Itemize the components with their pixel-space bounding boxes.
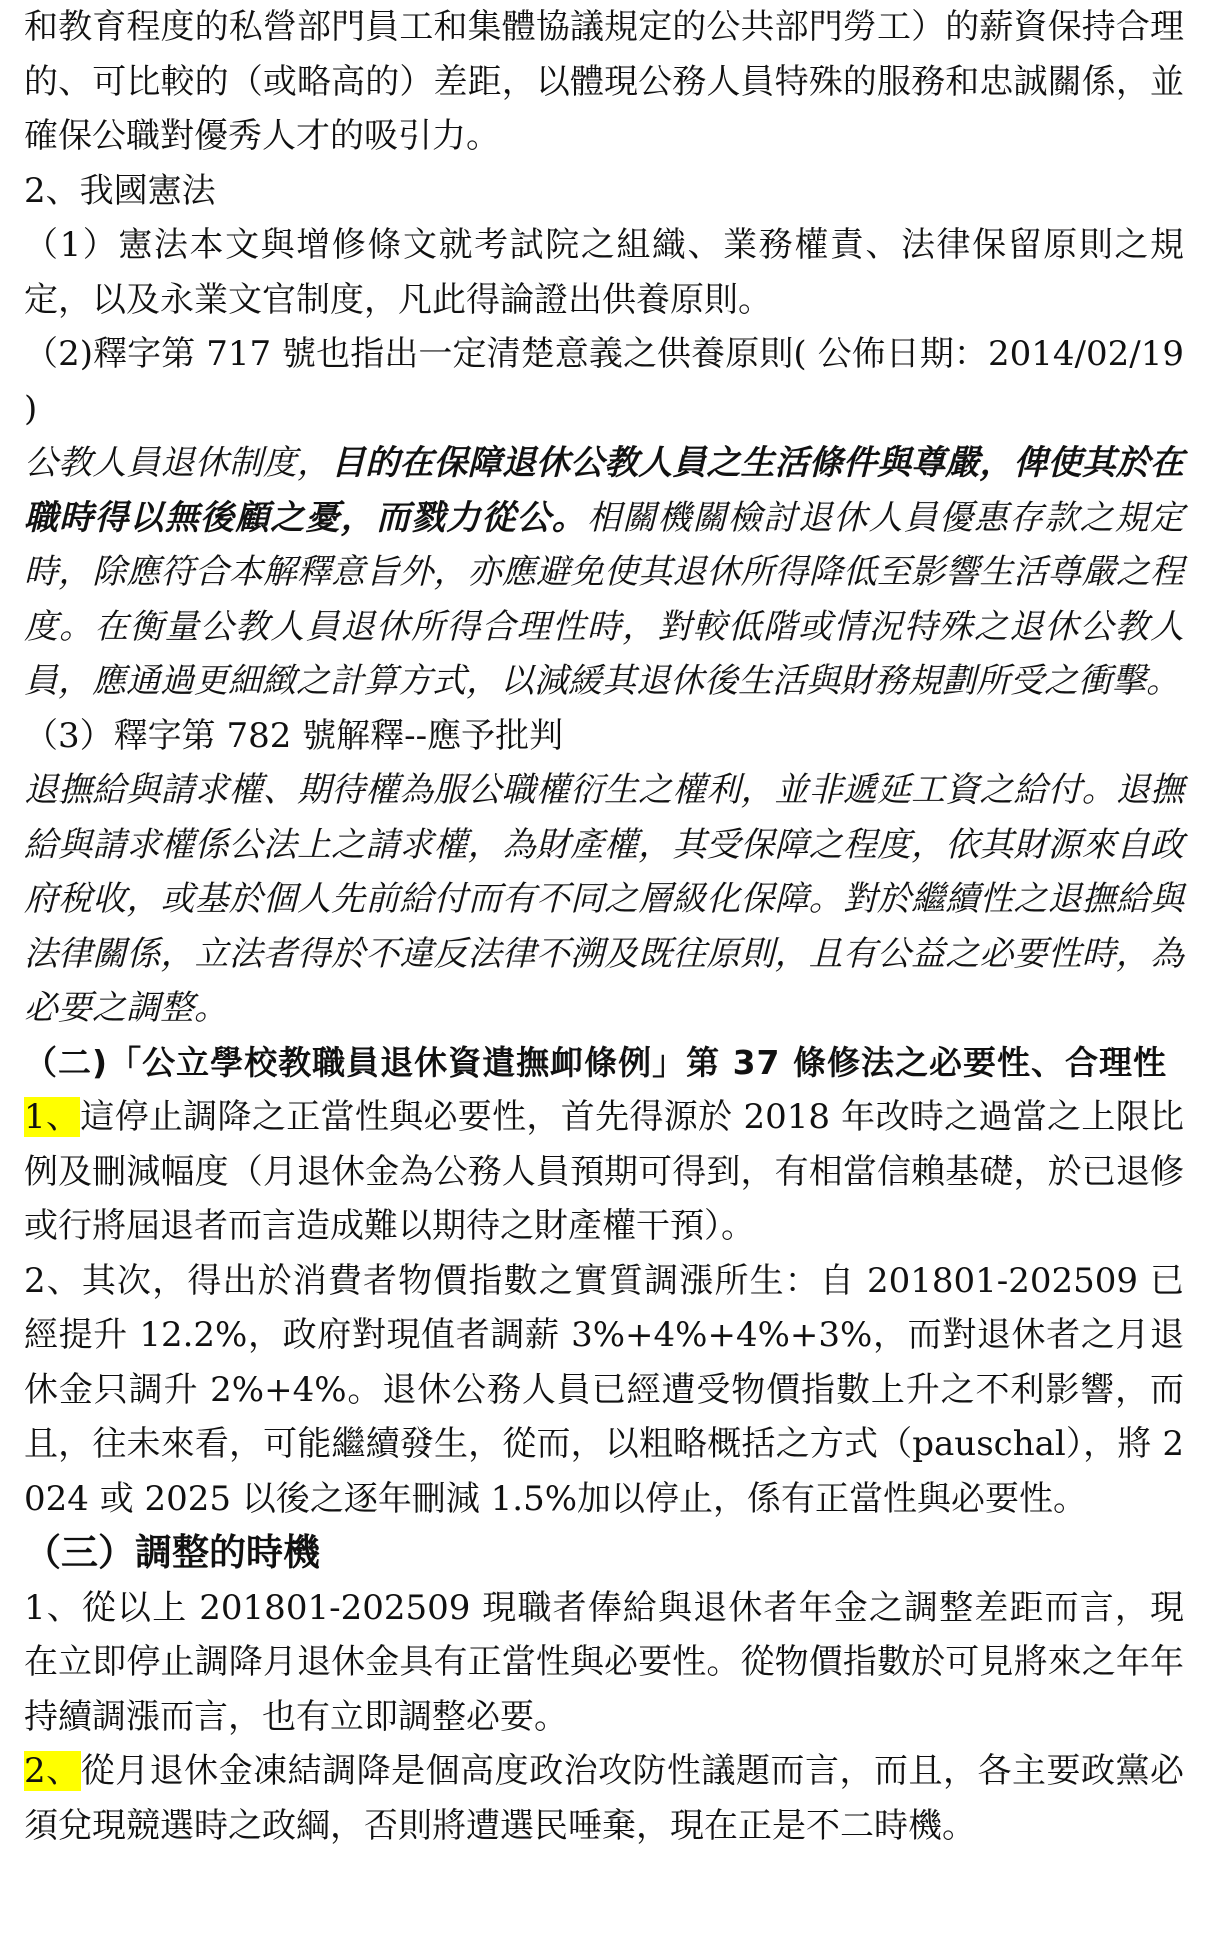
document-page	[24, 0, 1184, 1853]
interpretation-717-label: （2)釋字第 717 號也指出一定清楚意義之供養原則( 公佈日期：2014/02/19 )	[24, 334, 1184, 429]
quote-717-rest: 相關機關檢討退休人員優惠存款之規定時，除應符合本解釋意旨外，亦應避免使其退休所得降低至影響生活尊嚴之程度。在衡量公教人員退休所得合理性時，對較低階或情況特殊之退休公教人員，應通過更細緻之計算方式，以減緩其退休後生活與財務規劃所受之衝擊。	[24, 497, 1184, 701]
quote-717-lead: 公教人員退休制度，	[24, 443, 332, 483]
part-two-item-2: 2、其次，得出於消費者物價指數之實質調漲所生：自 201801-202509 已經提升 12.2%，政府對現值者調薪 3%+4%+4%+3%，而對退休者之月退休金只調升 2%+4%。退休公務人員已經遭受物價指數上升之不利影響，而且，往未來看，可能繼續發生，從而，以粗略概括之方式（pauschal），將 2024 或 2025 以後之逐年刪減 1.5%加以停止，係有正當性與必要性。	[24, 1260, 1184, 1519]
part-two-heading: （二)「公立學校教職員退休資遣撫卹條例」第 37 條修法之必要性、合理性	[24, 1042, 1167, 1082]
quote-717-emphasis: 目的在保障退休公教人員之生活條件與尊嚴，俾使其於在職時得以無後顧之憂，而戮力從公。	[24, 443, 1185, 538]
item-number-highlight: 2、	[24, 1751, 81, 1791]
part-three-item-2	[24, 1744, 1184, 1853]
interpretation-782-quote: 退撫給與請求權、期待權為服公職權衍生之權利，並非遞延工資之給付。退撫給與請求權係公法上之請求權，為財產權，其受保障之程度，依其財源來自政府稅收，或基於個人先前給付而有不同之層級化保障。對於繼續性之退撫給與法律關係，立法者得於不違反法律不溯及既往原則，且有公益之必要性時，為必要之調整。	[24, 770, 1184, 1028]
constitution-point-1: （1）憲法本文與增修條文就考試院之組織、業務權責、法律保留原則之規定，以及永業文官制度，凡此得論證出供養原則。	[24, 225, 1184, 320]
part-three-heading: （三）調整的時機	[24, 1531, 320, 1574]
part-three-item-2-text: 從月退休金凍結調降是個高度政治攻防性議題而言，而且，各主要政黨必須兌現競選時之政綱，否則將遭選民唾棄，現在正是不二時機。	[24, 1751, 1184, 1846]
part-two-item-1-text: 這停止調降之正當性與必要性，首先得源於 2018 年改時之過當之上限比例及刪減幅度（月退休金為公務人員預期可得到，有相當信賴基礎，於已退修或行將屆退者而言造成難以期待之財產權干預）。	[24, 1097, 1185, 1246]
part-three-item-1: 1、從以上 201801-202509 現職者俸給與退休者年金之調整差距而言，現在立即停止調降月退休金具有正當性與必要性。從物價指數於可見將來之年年持續調漲而言，也有立即調整必要。	[24, 1587, 1184, 1737]
section-heading-constitution: 2、我國憲法	[24, 170, 216, 211]
intro-paragraph: 和教育程度的私營部門員工和集體協議規定的公共部門勞工）的薪資保持合理的、可比較的（或略高的）差距，以體現公務人員特殊的服務和忠誠關係，並確保公職對優秀人才的吸引力。	[24, 7, 1184, 156]
part-two-item-1	[24, 1090, 1184, 1254]
interpretation-717-quote	[24, 436, 1184, 709]
interpretation-782-label: （3）釋字第 782 號解釋--應予批判	[24, 715, 564, 756]
item-number-highlight: 1、	[24, 1097, 81, 1137]
